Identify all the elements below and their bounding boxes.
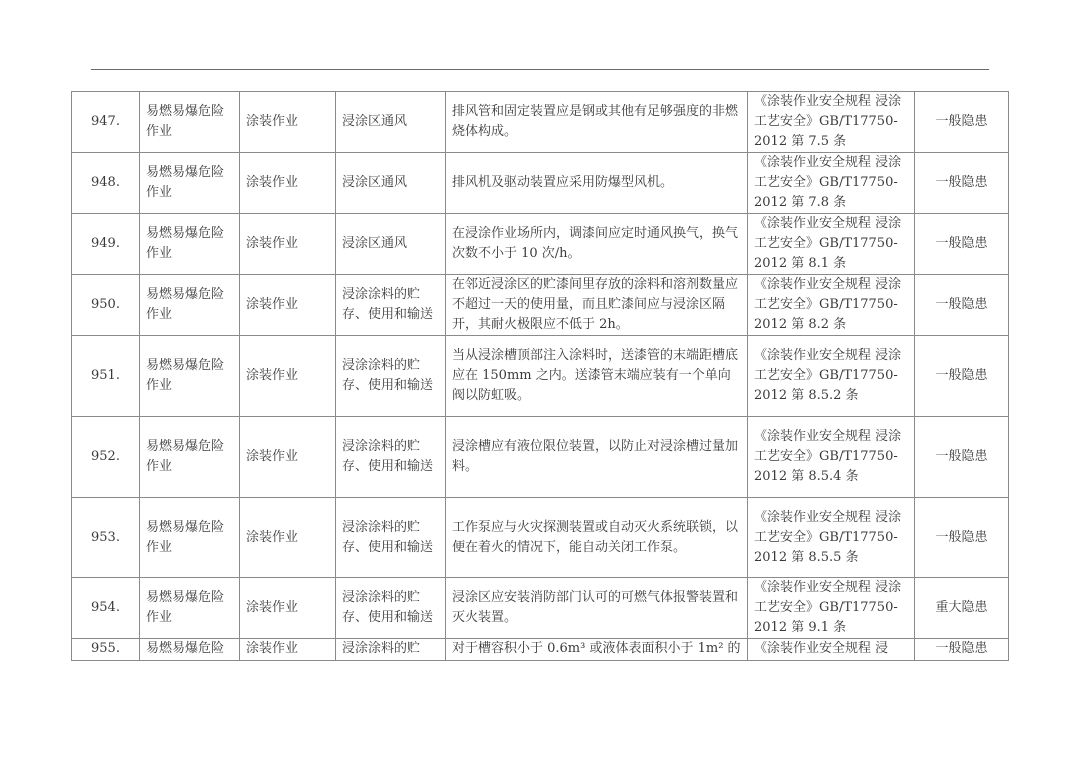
hazard-grade: 一般隐患 — [915, 153, 1009, 214]
table-row — [72, 578, 1009, 639]
hazard-category: 易燃易爆危险作业 — [140, 336, 240, 417]
requirement-text: 工作泵应与火灾探测装置或自动灭火系统联锁，以便在着火的情况下，能自动关闭工作泵。 — [446, 498, 748, 578]
inspection-item: 浸涂区通风 — [336, 92, 446, 153]
standard-basis: 《涂装作业安全规程 浸涂工艺安全》GB/T17750-2012 第 7.8 条 — [748, 153, 915, 214]
row-number: 948. — [72, 153, 140, 214]
inspection-item: 浸涂涂料的贮存、使用和输送 — [336, 417, 446, 498]
hazard-grade: 一般隐患 — [915, 639, 1009, 661]
hazard-category: 易燃易爆危险作业 — [140, 498, 240, 578]
operation-type: 涂装作业 — [240, 639, 336, 661]
standard-basis: 《涂装作业安全规程 浸涂工艺安全》GB/T17750-2012 第 8.5.2 条 — [748, 336, 915, 417]
requirement-text: 当从浸涂槽顶部注入涂料时，送漆管的末端距槽底应在 150mm 之内。送漆管末端应装有一个单向阀以防虹吸。 — [446, 336, 748, 417]
requirement-text: 排风机及驱动装置应采用防爆型风机。 — [446, 153, 748, 214]
table-row — [72, 336, 1009, 417]
row-number: 950. — [72, 275, 140, 336]
hazard-grade: 一般隐患 — [915, 417, 1009, 498]
row-number: 951. — [72, 336, 140, 417]
table-row — [72, 214, 1009, 275]
header-rule — [91, 69, 989, 70]
operation-type: 涂装作业 — [240, 417, 336, 498]
requirement-text: 浸涂区应安装消防部门认可的可燃气体报警装置和灭火装置。 — [446, 578, 748, 639]
hazard-category: 易燃易爆危险作业 — [140, 578, 240, 639]
operation-type: 涂装作业 — [240, 92, 336, 153]
requirement-text: 对于槽容积小于 0.6m³ 或液体表面积小于 1m² 的 — [446, 639, 748, 661]
requirement-text: 在邻近浸涂区的贮漆间里存放的涂料和溶剂数量应不超过一天的使用量，而且贮漆间应与浸涂区隔开，其耐火极限应不低于 2h。 — [446, 275, 748, 336]
requirement-text: 在浸涂作业场所内，调漆间应定时通风换气，换气次数不小于 10 次/h。 — [446, 214, 748, 275]
inspection-item: 浸涂区通风 — [336, 214, 446, 275]
hazard-grade: 一般隐患 — [915, 336, 1009, 417]
hazard-grade: 一般隐患 — [915, 275, 1009, 336]
requirement-text: 浸涂槽应有液位限位装置，以防止对浸涂槽过量加料。 — [446, 417, 748, 498]
standard-basis: 《涂装作业安全规程 浸涂工艺安全》GB/T17750-2012 第 9.1 条 — [748, 578, 915, 639]
row-number: 949. — [72, 214, 140, 275]
inspection-item: 浸涂涂料的贮存、使用和输送 — [336, 336, 446, 417]
standard-basis: 《涂装作业安全规程 浸涂工艺安全》GB/T17750-2012 第 8.1 条 — [748, 214, 915, 275]
table-row — [72, 92, 1009, 153]
operation-type: 涂装作业 — [240, 336, 336, 417]
hazard-category: 易燃易爆危险作业 — [140, 92, 240, 153]
hazard-category: 易燃易爆危险作业 — [140, 275, 240, 336]
standard-basis: 《涂装作业安全规程 浸 — [748, 639, 915, 661]
table-row — [72, 417, 1009, 498]
table-row — [72, 153, 1009, 214]
hazard-grade: 一般隐患 — [915, 92, 1009, 153]
standard-basis: 《涂装作业安全规程 浸涂工艺安全》GB/T17750-2012 第 8.2 条 — [748, 275, 915, 336]
row-number: 947. — [72, 92, 140, 153]
operation-type: 涂装作业 — [240, 153, 336, 214]
standard-basis: 《涂装作业安全规程 浸涂工艺安全》GB/T17750-2012 第 7.5 条 — [748, 92, 915, 153]
inspection-item: 浸涂涂料的贮存、使用和输送 — [336, 498, 446, 578]
row-number: 952. — [72, 417, 140, 498]
row-number: 953. — [72, 498, 140, 578]
hazard-table — [71, 91, 1009, 661]
operation-type: 涂装作业 — [240, 578, 336, 639]
operation-type: 涂装作业 — [240, 275, 336, 336]
operation-type: 涂装作业 — [240, 498, 336, 578]
standard-basis: 《涂装作业安全规程 浸涂工艺安全》GB/T17750-2012 第 8.5.4 条 — [748, 417, 915, 498]
hazard-category: 易燃易爆危险作业 — [140, 417, 240, 498]
hazard-grade: 一般隐患 — [915, 498, 1009, 578]
hazard-grade: 重大隐患 — [915, 578, 1009, 639]
table-row — [72, 639, 1009, 661]
hazard-category: 易燃易爆危险作业 — [140, 214, 240, 275]
inspection-item: 浸涂涂料的贮存、使用和输送 — [336, 275, 446, 336]
hazard-category: 易燃易爆危险 — [140, 639, 240, 661]
table-row — [72, 498, 1009, 578]
standard-basis: 《涂装作业安全规程 浸涂工艺安全》GB/T17750-2012 第 8.5.5 条 — [748, 498, 915, 578]
inspection-item: 浸涂区通风 — [336, 153, 446, 214]
row-number: 955. — [72, 639, 140, 661]
table-row — [72, 275, 1009, 336]
hazard-category: 易燃易爆危险作业 — [140, 153, 240, 214]
inspection-item: 浸涂涂料的贮 — [336, 639, 446, 661]
requirement-text: 排风管和固定装置应是钢或其他有足够强度的非燃烧体构成。 — [446, 92, 748, 153]
row-number: 954. — [72, 578, 140, 639]
hazard-grade: 一般隐患 — [915, 214, 1009, 275]
operation-type: 涂装作业 — [240, 214, 336, 275]
inspection-item: 浸涂涂料的贮存、使用和输送 — [336, 578, 446, 639]
